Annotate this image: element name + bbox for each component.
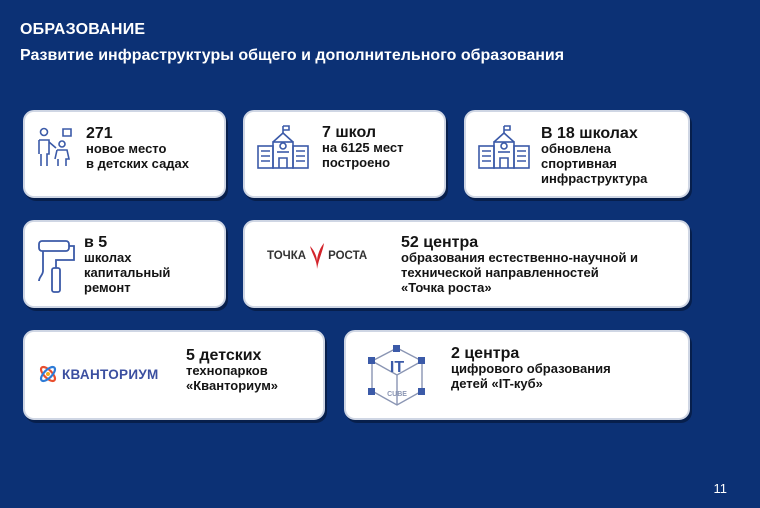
card-sports-line: В 18 школах (541, 125, 638, 142)
slide-subheading: Развитие инфраструктуры общего и дополнительного образования (20, 47, 565, 64)
card-sports-line: спортивная (541, 156, 617, 171)
card-kindergarten (23, 110, 226, 198)
card-kvantorium-line: «Кванториум» (186, 378, 279, 393)
tochka-logo-word1: ТОЧКА (267, 250, 307, 262)
card-schools-built-line: 7 школ (322, 124, 377, 141)
card-tochka-line: технической направленностей (401, 265, 599, 280)
page-number: 11 (713, 481, 727, 496)
card-schools-built-line: на 6125 мест (322, 140, 404, 155)
it-cube-logo (366, 344, 428, 410)
card-tochka-rosta (243, 220, 690, 308)
slide-heading: ОБРАЗОВАНИЕ (20, 21, 146, 38)
card-tochka-line: «Точка роста» (401, 280, 492, 295)
card-capital-repair (23, 220, 226, 308)
card-it-cube-line: детей «IT-куб» (451, 376, 543, 391)
it-cube-logo-cube: CUBE (387, 391, 407, 398)
card-it-cube (344, 330, 690, 420)
tochka-logo-word2: РОСТА (328, 250, 368, 262)
card-it-cube-line: цифрового образования (451, 361, 611, 376)
card-tochka-text (401, 235, 638, 295)
card-kindergarten-text (86, 126, 189, 171)
card-it-cube-line: 2 центра (451, 345, 520, 362)
card-schools-built-line: построено (322, 155, 391, 170)
paint-roller-icon (35, 238, 77, 296)
tochka-rosta-logo (267, 242, 367, 270)
card-kvantorium-line: технопарков (186, 363, 268, 378)
card-tochka-line: образования естественно-научной и (401, 250, 639, 265)
card-schools-built (243, 110, 446, 198)
card-kindergarten-line: новое место (86, 141, 167, 156)
card-kindergarten-line: в детских садах (86, 156, 190, 171)
card-schools-built-text (322, 125, 404, 170)
sprout-icon (308, 242, 326, 270)
school-building-icon (477, 124, 531, 170)
card-sports-line: инфраструктура (541, 171, 648, 186)
card-kvantorium-line: 5 детских (186, 347, 262, 364)
family-icon (35, 126, 77, 168)
card-tochka-line: 52 центра (401, 234, 479, 251)
card-repair-line: школах (84, 250, 132, 265)
card-sports-line: обновлена (541, 141, 611, 156)
card-repair-line: в 5 (84, 234, 108, 251)
card-sports-infrastructure (464, 110, 690, 198)
card-capital-repair-text (84, 235, 170, 295)
card-kindergarten-number: 271 (86, 125, 113, 142)
it-cube-logo-it: IT (389, 359, 405, 376)
school-building-icon (256, 124, 310, 170)
card-it-cube-text (451, 346, 611, 391)
card-sports-infrastructure-text (541, 126, 647, 186)
kvantorium-atom-icon (37, 363, 59, 385)
card-repair-line: капитальный (84, 265, 171, 280)
card-kvantorium-text (186, 348, 278, 393)
kvantorium-logo-text: КВАНТОРИУМ (62, 366, 159, 382)
card-kvantorium (23, 330, 325, 420)
kvantorium-logo (37, 363, 159, 385)
card-repair-line: ремонт (84, 280, 131, 295)
